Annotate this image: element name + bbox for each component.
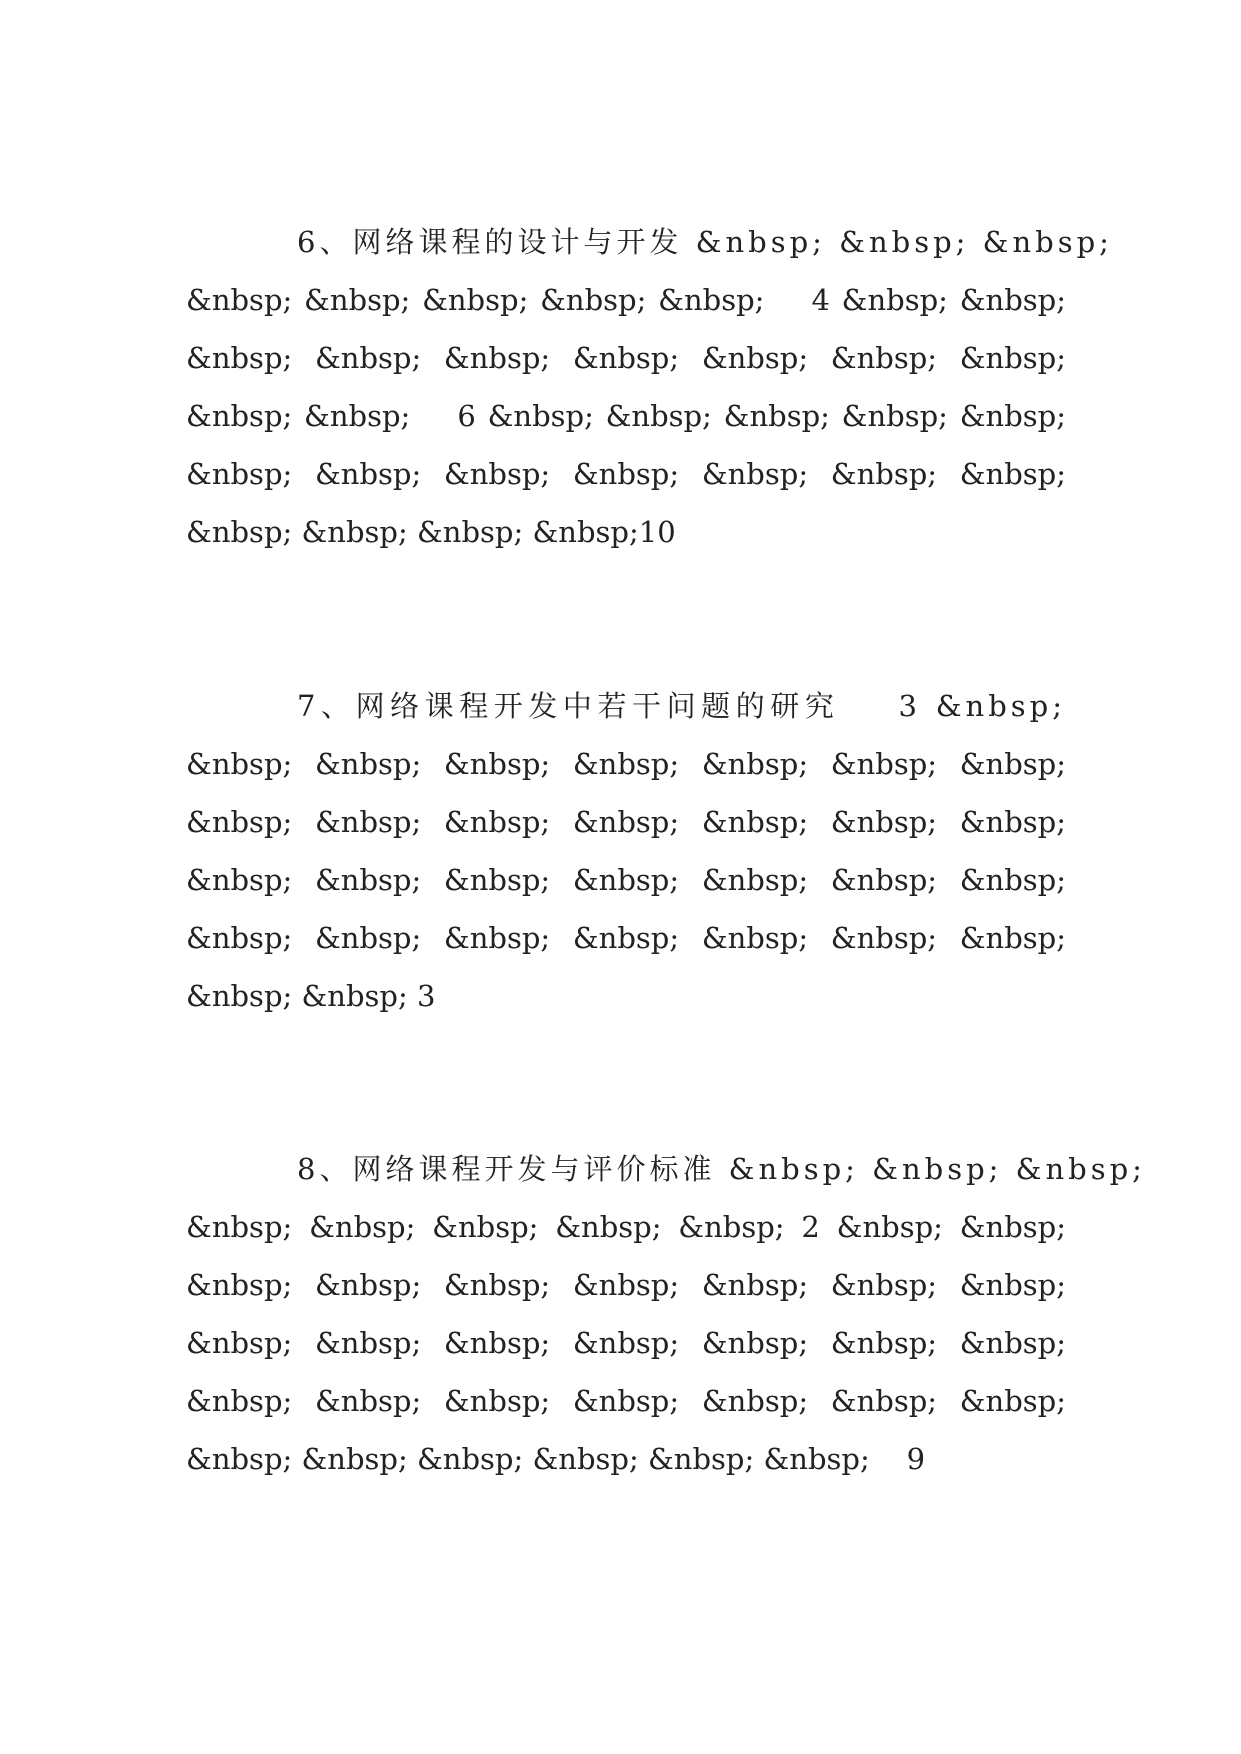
toc-entry-line: &nbsp; &nbsp; &nbsp; &nbsp;10 xyxy=(186,515,676,549)
toc-entry-line: &nbsp; &nbsp; &nbsp; &nbsp; &nbsp; &nbsp; &nbsp; xyxy=(186,457,1066,491)
toc-entry-line: &nbsp; &nbsp; &nbsp; &nbsp; &nbsp; 2 &nbsp; &nbsp; xyxy=(186,1210,1066,1244)
toc-entry-line: 6、网络课程的设计与开发 &nbsp; &nbsp; &nbsp; xyxy=(297,225,1113,259)
toc-entry-line: &nbsp; &nbsp; &nbsp; &nbsp; &nbsp; &nbsp; &nbsp; xyxy=(186,747,1066,781)
toc-entry-line: &nbsp; &nbsp; 3 xyxy=(186,979,436,1013)
toc-entry-line: &nbsp; &nbsp; &nbsp; &nbsp; &nbsp; &nbsp; &nbsp; xyxy=(186,1326,1066,1360)
toc-entry-line: &nbsp; &nbsp; &nbsp; &nbsp; &nbsp; 4 &nbsp; &nbsp; xyxy=(186,283,1066,317)
toc-entry-line: &nbsp; &nbsp; &nbsp; &nbsp; &nbsp; &nbsp; &nbsp; xyxy=(186,341,1066,375)
toc-entry-line: &nbsp; &nbsp; &nbsp; &nbsp; &nbsp; &nbsp; &nbsp; xyxy=(186,921,1066,955)
toc-entry-line: 8、网络课程开发与评价标准 &nbsp; &nbsp; &nbsp; xyxy=(297,1152,1146,1186)
toc-entry-line: &nbsp; &nbsp; &nbsp; &nbsp; &nbsp; &nbsp; &nbsp; xyxy=(186,1384,1066,1418)
toc-entry-line: &nbsp; &nbsp; 6 &nbsp; &nbsp; &nbsp; &nbsp; &nbsp; xyxy=(186,399,1066,433)
toc-entry-line: &nbsp; &nbsp; &nbsp; &nbsp; &nbsp; &nbsp; &nbsp; xyxy=(186,805,1066,839)
toc-entry-line: 7、网络课程开发中若干问题的研究 3 &nbsp; xyxy=(297,689,1066,723)
toc-entry-line: &nbsp; &nbsp; &nbsp; &nbsp; &nbsp; &nbsp; &nbsp; xyxy=(186,1268,1066,1302)
toc-entry-line: &nbsp; &nbsp; &nbsp; &nbsp; &nbsp; &nbsp; &nbsp; xyxy=(186,863,1066,897)
toc-entry-line: &nbsp; &nbsp; &nbsp; &nbsp; &nbsp; &nbsp; 9 xyxy=(186,1442,926,1476)
